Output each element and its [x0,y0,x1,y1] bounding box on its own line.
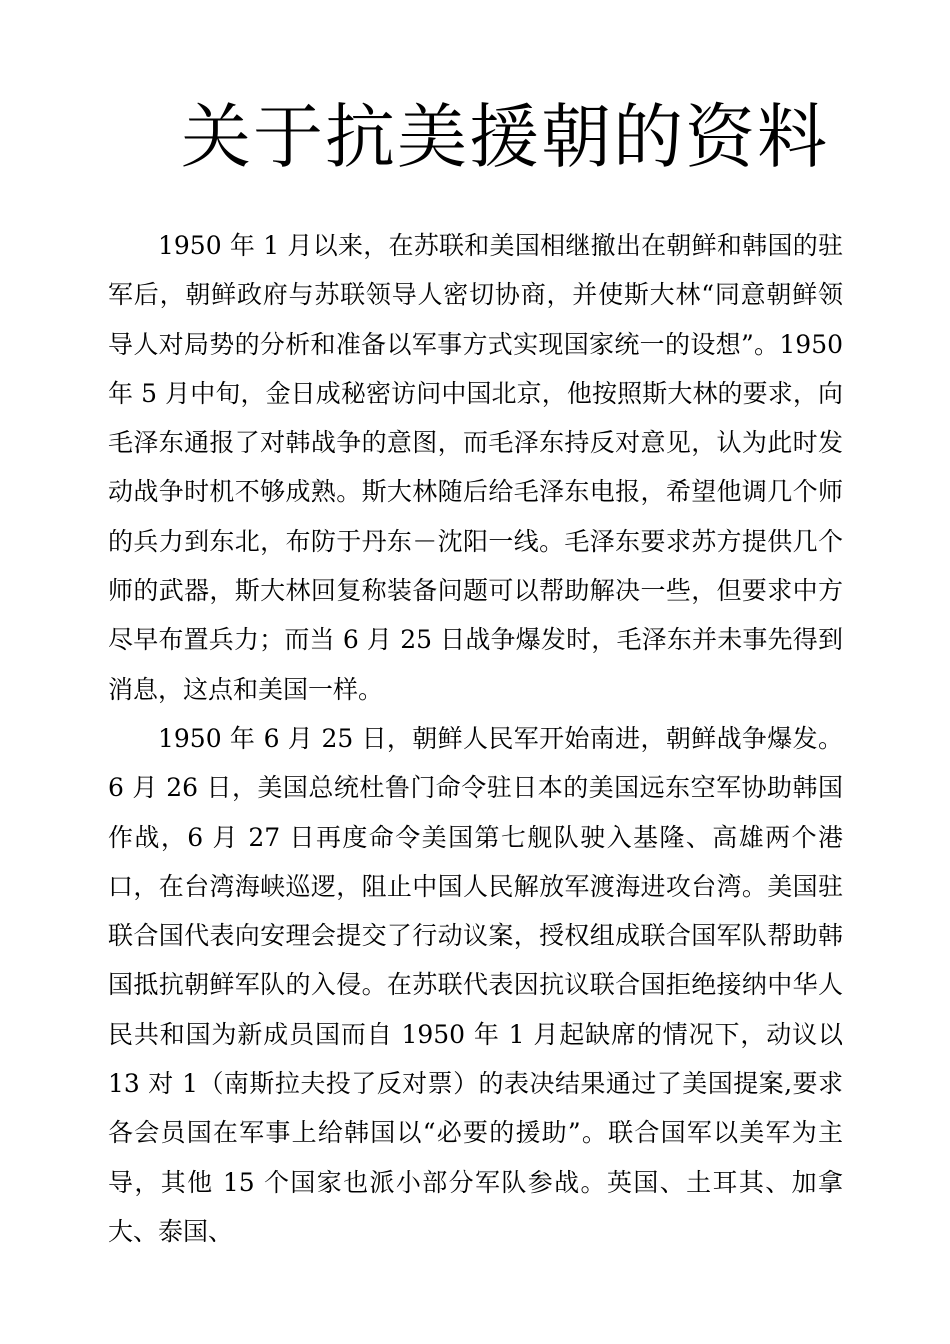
document-body [108,221,843,1256]
paragraph-1: 1950 年 1 月以来，在苏联和美国相继撤出在朝鲜和韩国的驻军后，朝鲜政府与苏联领导人密切协商，并使斯大林“同意朝鲜领导人对局势的分析和准备以军事方式实现国家统一的设想”。1950 年 5 月中旬，金日成秘密访问中国北京，他按照斯大林的要求，向毛泽东通报了对韩战争的意图，而毛泽东持反对意见，认为此时发动战争时机不够成熟。斯大林随后给毛泽东电报，希望他调几个师的兵力到东北，布防于丹东－沈阳一线。毛泽东要求苏方提供几个师的武器，斯大林回复称装备问题可以帮助解决一些，但要求中方尽早布置兵力；而当 6 月 25 日战争爆发时，毛泽东并未事先得到消息，这点和美国一样。 [108,231,843,704]
document-title: 关于抗美援朝的资料 [181,96,829,178]
paragraph-2: 1950 年 6 月 25 日，朝鲜人民军开始南进，朝鲜战争爆发。6 月 26 日，美国总统杜鲁门命令驻日本的美国远东空军协助韩国作战，6 月 27 日再度命令美国第七舰队驶入基隆、高雄两个港口，在台湾海峡巡逻，阻止中国人民解放军渡海进攻台湾。美国驻联合国代表向安理会提交了行动议案，授权组成联合国军队帮助韩国抵抗朝鲜军队的入侵。在苏联代表因抗议联合国拒绝接纳中华人民共和国为新成员国而自 1950 年 1 月起缺席的情况下，动议以 13 对 1（南斯拉夫投了反对票）的表决结果通过了美国提案,要求各会员国在军事上给韩国以“必要的援助”。联合国军以美军为主导，其他 15 个国家也派小部分军队参战。英国、土耳其、加拿大、泰国、 [108,723,843,1246]
